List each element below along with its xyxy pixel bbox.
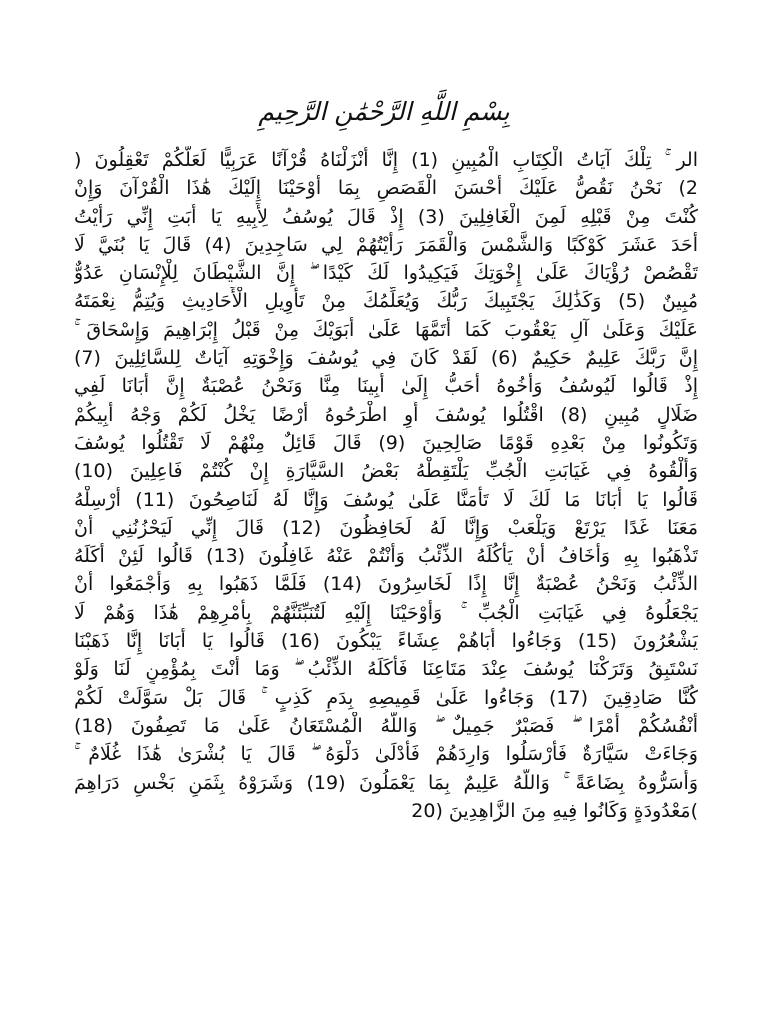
text-line-last: )مَعْدُودَةٍ وَكَانُوا فِيهِ مِنَ الزَّاهِدِينَ (20 <box>411 799 698 822</box>
text-line: مُبِينٌ (5) وَكَذَٰلِكَ يَجْتَبِيكَ رَبُّكَ وَيُعَلِّمُكَ مِنْ تَأْوِيلِ الْأَحَادِيثِ وَيُتِمُّ نِعْمَتَهُ <box>74 290 698 313</box>
text-line: وَأَسَرُّوهُ بِضَاعَةً ۚ وَاللَّهُ عَلِيمٌ بِمَا يَعْمَلُونَ (19) وَشَرَوْهُ بِثَمَنٍ بَخْسٍ دَرَاهِمَ <box>74 771 698 794</box>
text-line: تَذْهَبُوا بِهِ وَأَخَافُ أَنْ يَأْكُلَهُ الذِّئْبُ وَأَنْتُمْ عَنْهُ غَافِلُونَ (13) قَالُوا لَئِنْ أَكَلَهُ <box>74 545 698 568</box>
text-line: إِنَّ رَبَّكَ عَلِيمٌ حَكِيمٌ (6) لَقَدْ كَانَ فِي يُوسُفَ وَإِخْوَتِهِ آيَاتٌ لِلسَّائِلِينَ (7) <box>74 347 698 370</box>
basmala-heading: بِسْمِ اللَّهِ الرَّحْمَٰنِ الرَّحِيمِ <box>258 97 510 126</box>
text-line: الذِّئْبُ وَنَحْنُ عُصْبَةٌ إِنَّا إِذًا لَخَاسِرُونَ (14) فَلَمَّا ذَهَبُوا بِهِ وَأَجْمَعُوا أَنْ <box>74 573 698 596</box>
text-line: ضَلَالٍ مُبِينٍ (8) اقْتُلُوا يُوسُفَ أَوِ اطْرَحُوهُ أَرْضًا يَخْلُ لَكُمْ وَجْهُ أَبِيكُمْ <box>74 403 698 426</box>
text-line: قَالُوا يَا أَبَانَا مَا لَكَ لَا تَأْمَنَّا عَلَىٰ يُوسُفَ وَإِنَّا لَهُ لَنَاصِحُونَ (11) أَرْسِلْهُ <box>74 488 698 511</box>
text-line: كُنَّا صَادِقِينَ (17) وَجَاءُوا عَلَىٰ قَمِيصِهِ بِدَمٍ كَذِبٍ ۚ قَالَ بَلْ سَوَّلَتْ لَكُمْ <box>74 686 698 709</box>
text-line: وَجَاءَتْ سَيَّارَةٌ فَأَرْسَلُوا وَارِدَهُمْ فَأَدْلَىٰ دَلْوَهُ ۖ قَالَ يَا بُشْرَىٰ هَٰذَا غُلَامٌ ۚ <box>74 743 698 766</box>
verse-text-block <box>74 146 698 825</box>
text-line: كُنْتَ مِنْ قَبْلِهِ لَمِنَ الْغَافِلِينَ (3) إِذْ قَالَ يُوسُفُ لِأَبِيهِ يَا أَبَتِ إِنِّي رَأَيْتُ <box>74 205 698 228</box>
text-line: يَجْعَلُوهُ فِي غَيَابَتِ الْجُبِّ ۚ وَأَوْحَيْنَا إِلَيْهِ لَتُنَبِّئَنَّهُمْ بِأَمْرِهِمْ هَٰذَا وَهُمْ لَا <box>74 601 698 624</box>
text-line: إِذْ قَالُوا لَيُوسُفُ وَأَخُوهُ أَحَبُّ إِلَىٰ أَبِينَا مِنَّا وَنَحْنُ عُصْبَةٌ إِنَّ أَبَانَا لَفِي <box>74 375 698 398</box>
text-line: أَحَدَ عَشَرَ كَوْكَبًا وَالشَّمْسَ وَالْقَمَرَ رَأَيْتُهُمْ لِي سَاجِدِينَ (4) قَالَ يَا بُنَيَّ لَا <box>74 233 698 256</box>
text-line: وَأَلْقُوهُ فِي غَيَابَتِ الْجُبِّ يَلْتَقِطْهُ بَعْضُ السَّيَّارَةِ إِنْ كُنْتُمْ فَاعِلِينَ (10) <box>74 460 698 483</box>
text-line: يَشْعُرُونَ (15) وَجَاءُوا أَبَاهُمْ عِشَاءً يَبْكُونَ (16) قَالُوا يَا أَبَانَا إِنَّا ذَهَبْنَا <box>74 630 698 653</box>
text-line: تَقْصُصْ رُؤْيَاكَ عَلَىٰ إِخْوَتِكَ فَيَكِيدُوا لَكَ كَيْدًا ۖ إِنَّ الشَّيْطَانَ لِلْإِنْسَانِ عَدُوٌّ <box>74 262 698 285</box>
text-line: 2) نَحْنُ نَقُصُّ عَلَيْكَ أَحْسَنَ الْقَصَصِ بِمَا أَوْحَيْنَا إِلَيْكَ هَٰذَا الْقُرْآنَ وَإِنْ <box>74 177 698 200</box>
text-line: عَلَيْكَ وَعَلَىٰ آلِ يَعْقُوبَ كَمَا أَتَمَّهَا عَلَىٰ أَبَوَيْكَ مِنْ قَبْلُ إِبْرَاهِيمَ وَإِسْحَاقَ ۚ <box>74 318 698 341</box>
text-line: الر ۚ تِلْكَ آيَاتُ الْكِتَابِ الْمُبِينِ (1) إِنَّا أَنْزَلْنَاهُ قُرْآنًا عَرَبِيًّا لَعَلَّكُمْ تَعْقِلُونَ ( <box>74 149 698 171</box>
text-line: نَسْتَبِقُ وَتَرَكْنَا يُوسُفَ عِنْدَ مَتَاعِنَا فَأَكَلَهُ الذِّئْبُ ۖ وَمَا أَنْتَ بِمُؤْمِنٍ لَنَا وَلَوْ <box>74 658 698 681</box>
text-line: مَعَنَا غَدًا يَرْتَعْ وَيَلْعَبْ وَإِنَّا لَهُ لَحَافِظُونَ (12) قَالَ إِنِّي لَيَحْزُنُنِي أَنْ <box>74 516 698 539</box>
text-line: أَنْفُسُكُمْ أَمْرًا ۖ فَصَبْرٌ جَمِيلٌ ۖ وَاللَّهُ الْمُسْتَعَانُ عَلَىٰ مَا تَصِفُونَ (18) <box>74 714 698 737</box>
text-line: وَتَكُونُوا مِنْ بَعْدِهِ قَوْمًا صَالِحِينَ (9) قَالَ قَائِلٌ مِنْهُمْ لَا تَقْتُلُوا يُوسُفَ <box>74 431 698 454</box>
